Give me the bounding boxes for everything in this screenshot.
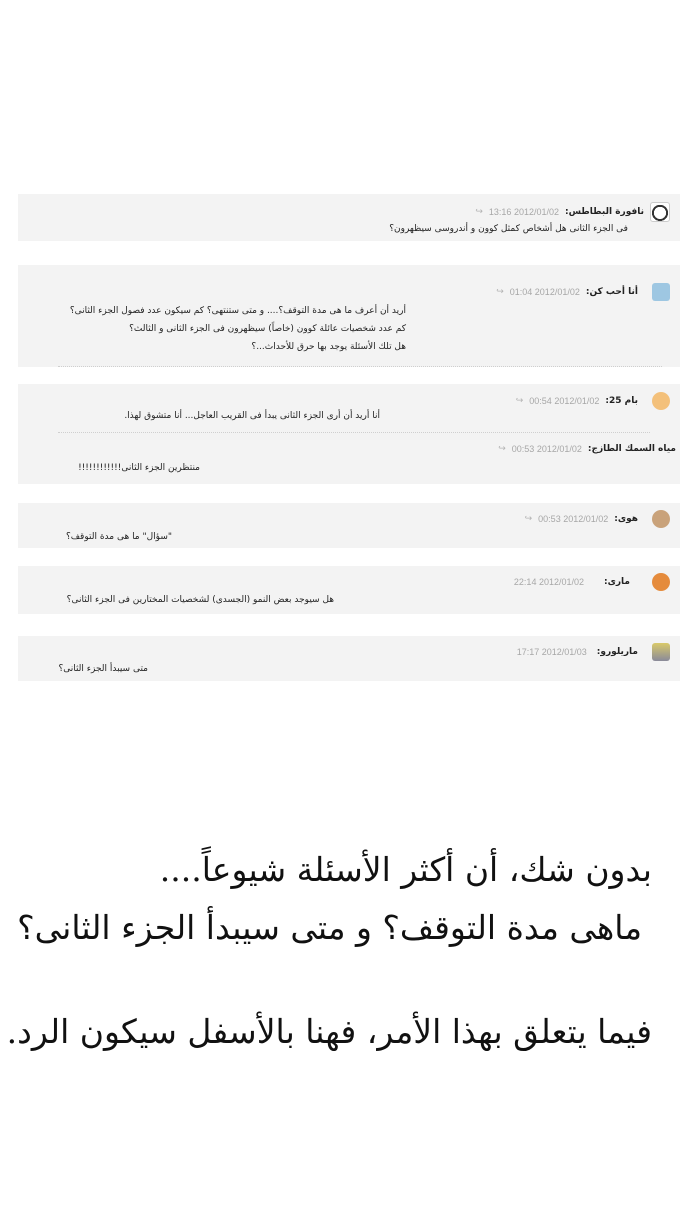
divider [58,432,650,433]
comment-header [514,573,670,591]
comment-text: فى الجزء الثانى هل أشخاص كمثل كوون و أندروسى سيظهرون؟ [389,224,628,234]
comment-body [38,591,334,609]
comment-author[interactable]: ماريلورو: [596,647,638,657]
girl-icon[interactable] [652,573,670,591]
comment-date: 2012/01/02 13:16 [488,207,559,217]
tree-icon[interactable] [652,283,670,301]
comment-card [18,636,680,681]
comment-card [18,566,680,614]
comment-text: أريد أن أعرف ما هى مدة التوقف؟.... و متى ستنتهى؟ كم سيكون عدد فصول الجزء الثانى؟ [69,306,406,316]
comment-text: متى سيبدأ الجزء الثانى؟ [58,664,148,674]
comment-date: 2012/01/02 22:14 [513,577,585,587]
comment-header [475,202,670,222]
comment-author[interactable]: نافورة البطاطس: [564,207,644,217]
comment-date: 2012/01/02 00:53 [538,514,609,524]
comment-card [18,384,680,484]
comment-author[interactable]: مارى: [604,577,630,587]
comment-card [18,503,680,548]
reply-icon[interactable]: ↪ [475,207,483,217]
comment-header [525,510,670,528]
reply-icon[interactable]: ↪ [515,396,524,406]
comment-author[interactable]: أنا أحب كن: [585,287,638,297]
divider [58,366,662,367]
comment-card [18,265,680,367]
comment-body [38,407,380,425]
reply-icon[interactable]: ↪ [524,514,533,524]
comment-author[interactable]: بام 25: [605,396,638,406]
note-line-3: فيما يتعلق بهذا الأمر، فهنا بالأسفل سيكون الرد. [6,1012,652,1051]
comment-header [517,643,670,661]
comment-body [38,660,148,678]
comment-body [38,302,406,356]
comment-date: 2012/01/02 00:54 [529,396,600,406]
comment-text: منتظرين الجزء الثانى!!!!!!!!!!!! [78,463,200,473]
comment-date: 2012/01/03 17:17 [516,647,587,657]
comment-author[interactable]: مياه السمك الطازج: [587,444,676,454]
comment-text: هل سيوجد بعض النمو (الجسدى) لشخصيات المختارين فى الجزء الثانى؟ [66,595,334,605]
reply-icon[interactable]: ↪ [498,444,506,454]
comment-header [516,392,670,410]
note-line-1: بدون شك، أن أكثر الأسئلة شيوعاً.... [159,850,652,889]
comment-body [38,459,200,477]
robot-icon[interactable] [652,643,670,661]
nerd-icon[interactable] [652,510,670,528]
comment-text: هل تلك الأسئلة يوجد بها حرق للأحداث...؟ [251,342,406,352]
note-line-2: ماهى مدة التوقف؟ و متى سيبدأ الجزء الثانى؟ [17,908,642,947]
panda-icon[interactable] [650,202,670,222]
comment-text: أنا أريد أن أرى الجزء الثانى يبدأ فى القريب العاجل... أنا متشوق لهذا. [124,411,380,421]
comment-card [18,194,680,241]
comment-author[interactable]: هوى: [614,514,638,524]
comment-body [38,220,628,238]
comment-header [498,444,676,454]
comment-date: 2012/01/02 00:53 [511,444,582,454]
bear-icon[interactable] [652,392,670,410]
comment-text: "سؤال" ما هى مدة التوقف؟ [65,532,172,542]
reply-icon[interactable]: ↪ [496,287,504,297]
comment-date: 2012/01/02 01:04 [509,287,580,297]
comment-text: كم عدد شخصيات عائلة كوون (خاصاً) سيظهرون فى الجزء الثانى و الثالث؟ [129,324,406,334]
comment-header [496,283,670,301]
comment-body [38,528,172,546]
